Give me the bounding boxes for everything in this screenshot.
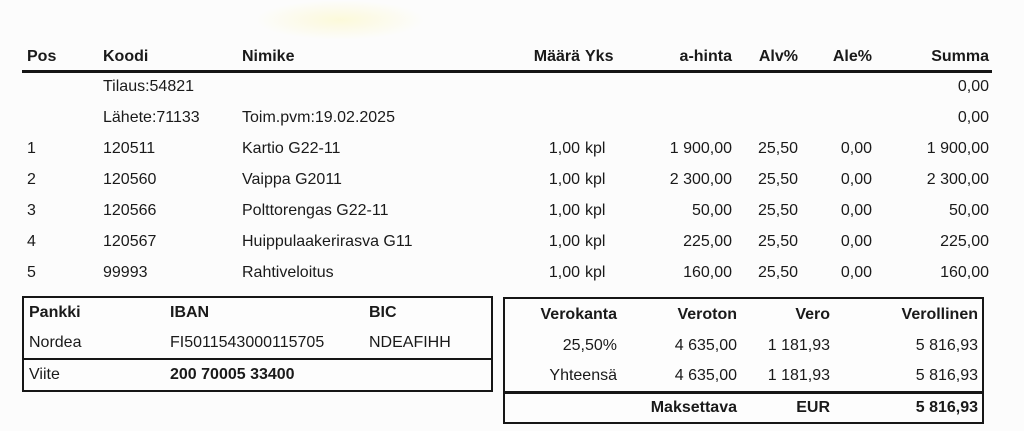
yhteensa-veroton: 4 635,00 xyxy=(674,367,737,384)
column-header-ale: Ale% xyxy=(832,47,872,65)
summa-cell: 2 300,00 xyxy=(926,170,989,188)
nimike-cell: Vaippa G2011 xyxy=(242,170,342,188)
bank-name: Nordea xyxy=(29,334,82,351)
nimike-cell: Polttorengas G22-11 xyxy=(242,201,389,219)
viite-value: 200 70005 33400 xyxy=(170,366,295,383)
column-header-yks: Yks xyxy=(585,47,614,65)
column-header-alv: Alv% xyxy=(758,47,798,65)
invoice-line-row xyxy=(22,257,992,288)
maara-cell: 1,00 xyxy=(548,170,580,188)
koodi-cell: 120511 xyxy=(103,139,156,157)
iban-value: FI5011543000115705 xyxy=(170,334,325,351)
column-header-maara: Määrä xyxy=(533,47,580,65)
bank-info-box xyxy=(22,296,493,392)
column-header-pos: Pos xyxy=(27,47,57,65)
nimike-cell: Kartio G22-11 xyxy=(242,139,341,157)
veroton-value: 4 635,00 xyxy=(674,337,737,354)
ale-cell xyxy=(798,71,872,102)
koodi-cell: Tilaus:54821 xyxy=(103,78,195,96)
iban-header: IBAN xyxy=(170,304,210,321)
invoice-line-row xyxy=(22,102,992,133)
summa-cell: 0,00 xyxy=(957,108,989,126)
a-hinta-cell xyxy=(634,71,732,102)
yhteensa-vero: 1 181,93 xyxy=(767,367,830,384)
a-hinta-cell: 1 900,00 xyxy=(669,139,732,157)
bank-box-header-row xyxy=(24,298,491,328)
summa-cell: 160,00 xyxy=(940,263,989,281)
alv-cell: 25,50 xyxy=(757,263,798,281)
nimike-cell: Huippulaakerirasva G11 xyxy=(242,232,413,250)
summa-cell: 0,00 xyxy=(957,78,989,96)
maara-cell xyxy=(528,102,580,133)
summa-cell: 1 900,00 xyxy=(926,139,989,157)
vero-header: Vero xyxy=(795,306,830,323)
a-hinta-cell: 2 300,00 xyxy=(669,170,732,188)
column-header-summa: Summa xyxy=(931,47,989,65)
pos-cell xyxy=(22,102,98,133)
pankki-header: Pankki xyxy=(29,304,81,321)
ale-cell: 0,00 xyxy=(840,263,872,281)
invoice-line-row xyxy=(22,195,992,226)
ale-cell: 0,00 xyxy=(840,139,872,157)
a-hinta-cell: 225,00 xyxy=(683,232,732,250)
a-hinta-cell: 50,00 xyxy=(691,201,732,219)
currency-label: EUR xyxy=(796,399,830,416)
column-header-koodi: Koodi xyxy=(103,47,149,65)
tax-header-row xyxy=(505,299,982,330)
koodi-cell: 120566 xyxy=(103,201,157,219)
maara-cell xyxy=(528,71,580,102)
payable-amount: 5 816,93 xyxy=(915,399,978,416)
summa-cell: 50,00 xyxy=(948,201,989,219)
ale-cell: 0,00 xyxy=(840,170,872,188)
viite-spacer xyxy=(369,360,491,390)
alv-cell xyxy=(732,71,798,102)
pos-cell xyxy=(22,71,98,102)
tax-total-sum-row xyxy=(505,361,982,391)
pos-cell: 4 xyxy=(27,232,36,250)
yks-cell xyxy=(580,102,634,133)
a-hinta-cell xyxy=(634,102,732,133)
veroton-header: Veroton xyxy=(677,306,737,323)
yks-cell xyxy=(580,71,634,102)
alv-cell: 25,50 xyxy=(757,170,798,188)
invoice-line-row xyxy=(22,71,992,102)
viite-label: Viite xyxy=(29,366,60,383)
alv-cell xyxy=(732,102,798,133)
vero-value: 1 181,93 xyxy=(767,337,830,354)
scan-artifact xyxy=(255,0,425,40)
yks-cell: kpl xyxy=(585,232,606,250)
reference-number-row xyxy=(24,358,491,388)
yks-cell: kpl xyxy=(585,201,606,219)
invoice-lines-table xyxy=(22,44,992,288)
invoice-line-row xyxy=(22,226,992,257)
bic-header: BIC xyxy=(369,304,397,321)
bic-value: NDEAFIHH xyxy=(369,334,451,351)
koodi-cell: 120567 xyxy=(103,232,157,250)
alv-cell: 25,50 xyxy=(757,139,798,157)
koodi-cell: 99993 xyxy=(103,263,148,281)
nimike-cell xyxy=(238,71,528,102)
invoice-line-row xyxy=(22,164,992,195)
yks-cell: kpl xyxy=(585,139,606,157)
verollinen-header: Verollinen xyxy=(901,306,978,323)
nimike-cell: Rahtiveloitus xyxy=(242,263,334,281)
ale-cell xyxy=(798,102,872,133)
summa-cell: 225,00 xyxy=(940,232,989,250)
amount-payable-row xyxy=(505,391,982,422)
pos-cell: 5 xyxy=(27,263,36,281)
bank-account-row xyxy=(24,328,491,358)
yks-cell: kpl xyxy=(585,263,606,281)
invoice-line-row xyxy=(22,133,992,164)
verollinen-value: 5 816,93 xyxy=(915,337,978,354)
maara-cell: 1,00 xyxy=(548,139,580,157)
column-header-nimike: Nimike xyxy=(242,47,295,65)
maksettava-label: Maksettava xyxy=(650,399,737,416)
pos-cell: 3 xyxy=(27,201,36,219)
maara-cell: 1,00 xyxy=(548,232,580,250)
alv-cell: 25,50 xyxy=(757,232,798,250)
ale-cell: 0,00 xyxy=(840,201,872,219)
maara-cell: 1,00 xyxy=(548,263,580,281)
a-hinta-cell: 160,00 xyxy=(683,263,732,281)
alv-cell: 25,50 xyxy=(757,201,798,219)
pos-cell: 2 xyxy=(27,170,36,188)
verokanta-header: Verokanta xyxy=(540,306,617,323)
pos-cell: 1 xyxy=(27,139,36,157)
maara-cell: 1,00 xyxy=(548,201,580,219)
yhteensa-verollinen: 5 816,93 xyxy=(915,367,978,384)
column-header-a-hinta: a-hinta xyxy=(679,47,732,65)
tax-summary-box xyxy=(503,297,984,424)
line-table-header-row xyxy=(22,44,992,71)
tax-rate-row xyxy=(505,330,982,361)
koodi-cell: 120560 xyxy=(103,170,157,188)
yks-cell: kpl xyxy=(585,170,606,188)
nimike-cell: Toim.pvm:19.02.2025 xyxy=(242,108,395,126)
payable-spacer xyxy=(505,394,617,422)
verokanta-value: 25,50% xyxy=(562,337,617,354)
koodi-cell: Lähete:71133 xyxy=(103,108,200,126)
ale-cell: 0,00 xyxy=(840,232,872,250)
yhteensa-label: Yhteensä xyxy=(549,367,617,384)
